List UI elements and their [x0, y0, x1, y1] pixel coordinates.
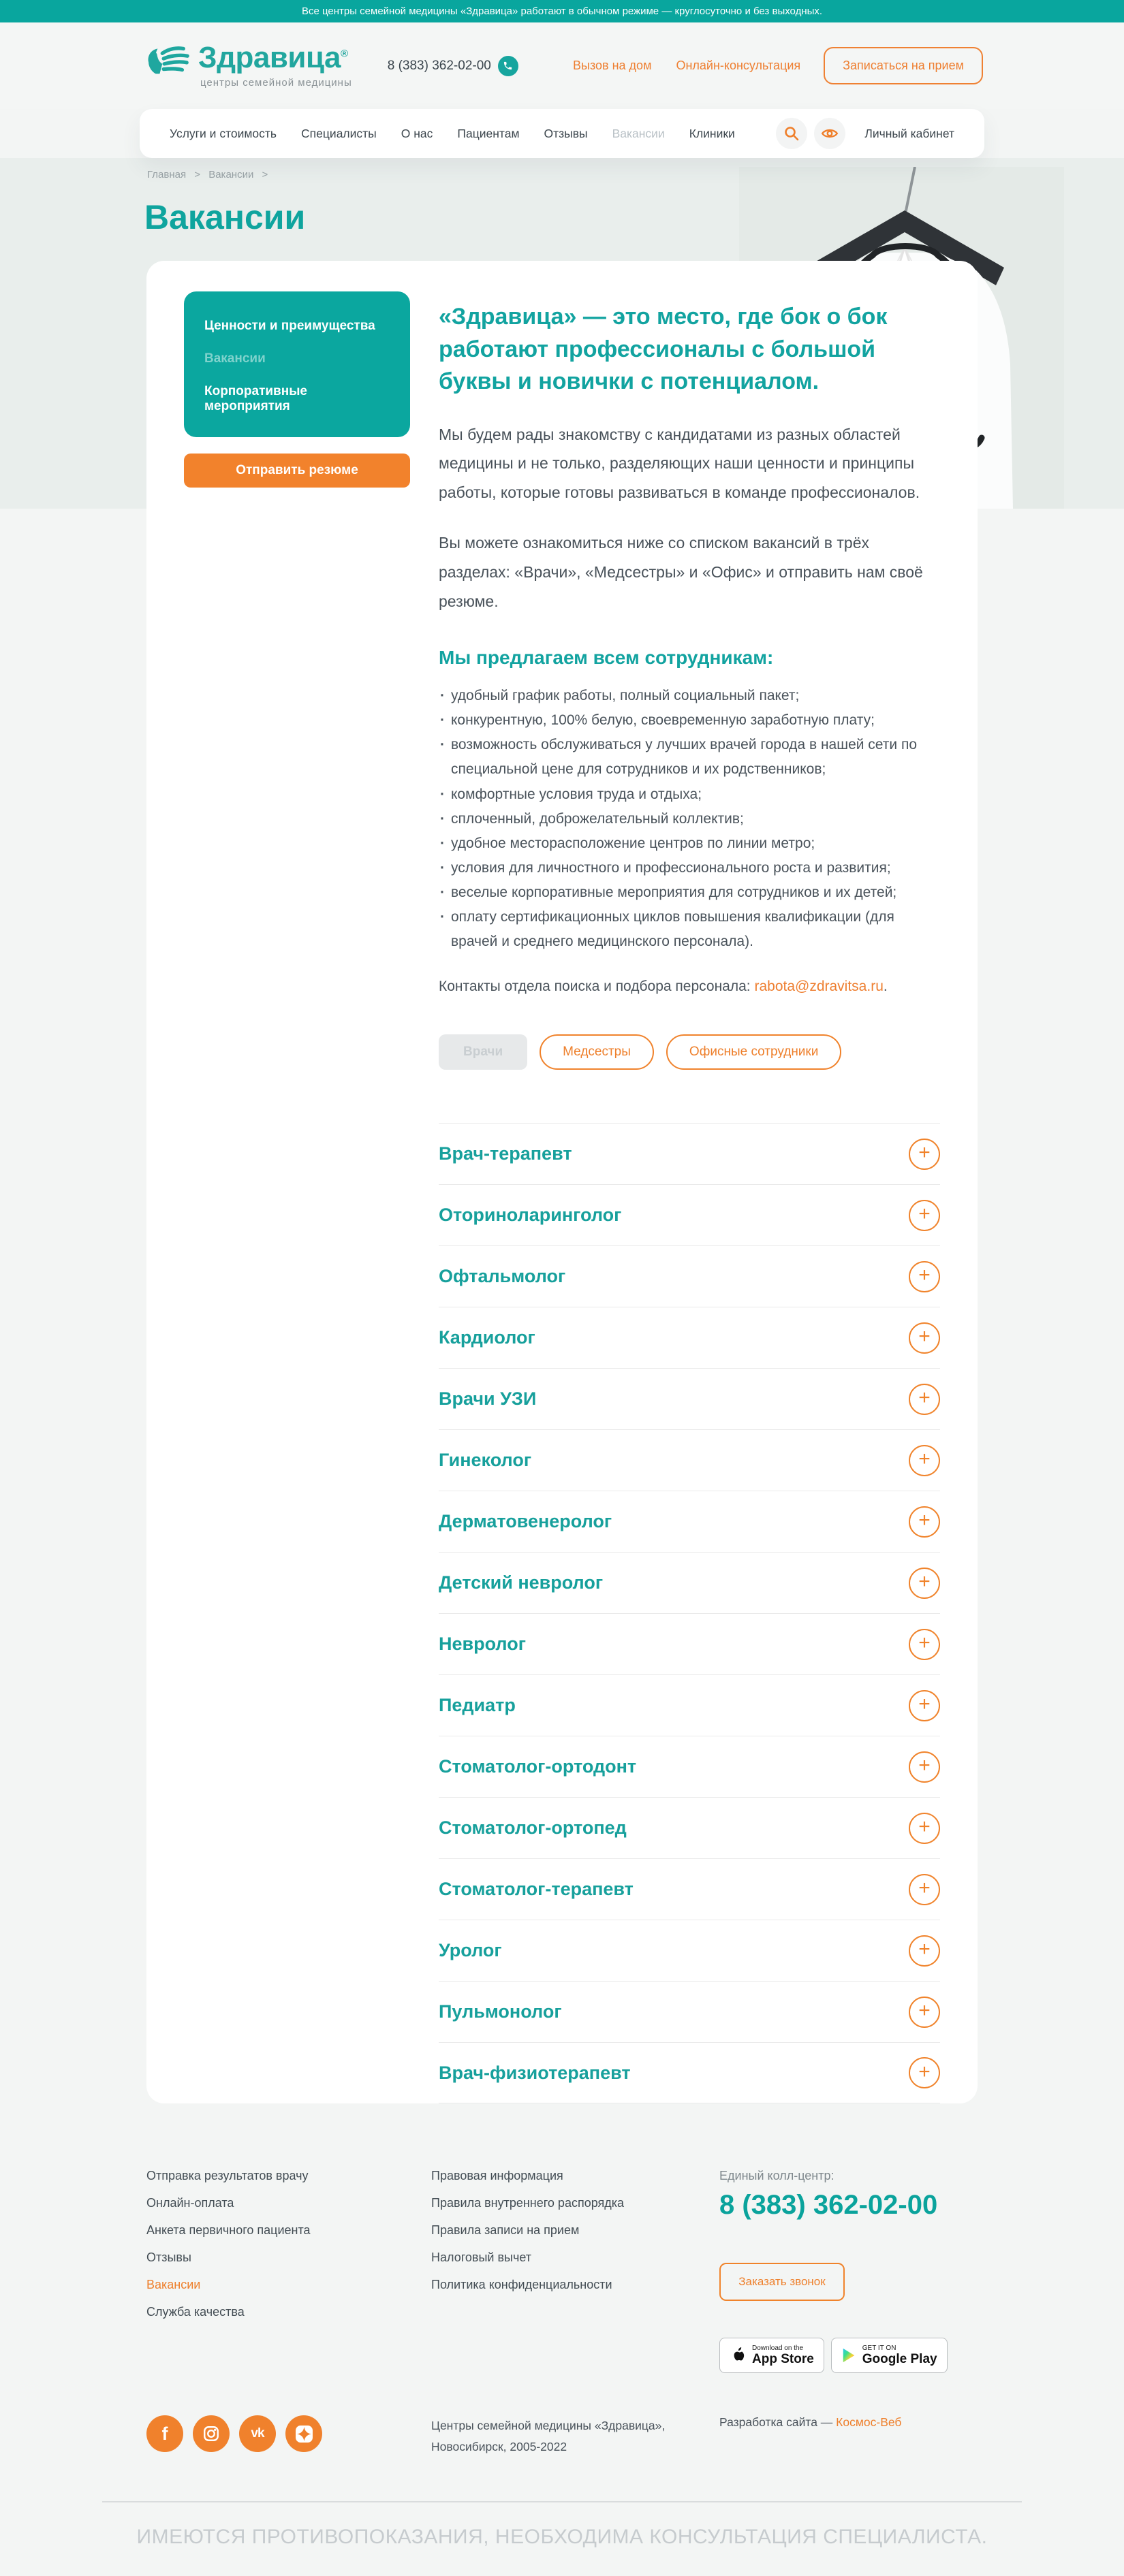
- offers-title: Мы предлагаем всем сотрудникам:: [439, 647, 774, 669]
- page-title: Вакансии: [144, 198, 306, 236]
- content-card: [146, 261, 978, 2103]
- offer-item: · конкурентную, 100% белую, своевременную заработную плату;: [439, 708, 940, 733]
- vacancy-row[interactable]: [439, 1920, 940, 1981]
- logo-hand-icon: [146, 43, 190, 80]
- offer-item: · комфортные условия труда и отдыха;: [439, 782, 940, 807]
- instagram-icon[interactable]: [193, 2415, 230, 2452]
- vacancy-row[interactable]: [439, 1736, 940, 1797]
- plus-icon[interactable]: +: [909, 1261, 940, 1292]
- footer-link-reviews[interactable]: Отзывы: [146, 2251, 191, 2265]
- vacancy-title: Гинеколог: [439, 1450, 532, 1471]
- vacancy-row[interactable]: [439, 1123, 940, 1184]
- vacancy-row[interactable]: [439, 1981, 940, 2042]
- vacancy-row[interactable]: [439, 1491, 940, 1552]
- vacancy-row[interactable]: [439, 1552, 940, 1613]
- social-links: [146, 2415, 431, 2452]
- sidebar: [184, 291, 410, 488]
- request-callback-button[interactable]: Заказать звонок: [719, 2263, 845, 2301]
- app-badges: [719, 2338, 978, 2373]
- sidebar-menu: [184, 291, 410, 437]
- filter-office-staff[interactable]: Офисные сотрудники: [666, 1034, 841, 1070]
- logo[interactable]: [146, 43, 352, 89]
- plus-icon[interactable]: +: [909, 1813, 940, 1844]
- app-store-badge[interactable]: [719, 2338, 824, 2373]
- registered-mark: ®: [341, 48, 348, 60]
- plus-icon[interactable]: +: [909, 1629, 940, 1660]
- vacancy-list: [439, 1123, 940, 2103]
- intro-heading: «Здравица» — это место, где бок о бок работают профессионалы с большой буквы и новички с потенциалом.: [439, 304, 888, 395]
- vacancy-title: Кардиолог: [439, 1327, 535, 1348]
- breadcrumb-home[interactable]: Главная: [147, 169, 187, 180]
- footer: [0, 2103, 1124, 2373]
- vacancy-row[interactable]: [439, 1429, 940, 1491]
- offer-item: · удобное месторасположение центров по линии метро;: [439, 831, 940, 856]
- book-appointment-button[interactable]: Записаться на прием: [824, 47, 983, 84]
- breadcrumb: [147, 169, 273, 180]
- main-content: [439, 291, 940, 2103]
- accessibility-version-button[interactable]: [814, 118, 845, 149]
- vk-icon[interactable]: vk: [239, 2415, 276, 2452]
- call-center-label: Единый колл-центр:: [719, 2169, 834, 2183]
- online-consult-link[interactable]: Онлайн-консультация: [676, 59, 801, 72]
- header-phone-link[interactable]: [388, 56, 518, 76]
- nav-reviews[interactable]: Отзывы: [544, 126, 588, 140]
- plus-icon[interactable]: +: [909, 1322, 940, 1354]
- vacancy-row[interactable]: [439, 2042, 940, 2103]
- offers-list: [439, 684, 940, 954]
- footer-column-patients: [146, 2169, 431, 2373]
- plus-icon[interactable]: +: [909, 1445, 940, 1476]
- disclaimer-text: ИМЕЮТСЯ ПРОТИВОПОКАЗАНИЯ, НЕОБХОДИМА КОНСУЛЬТАЦИЯ СПЕЦИАЛИСТА.: [136, 2525, 988, 2548]
- footer-bottom: [0, 2373, 1124, 2457]
- personal-account-link[interactable]: Личный кабинет: [864, 126, 954, 140]
- hr-contacts: Контакты отдела поиска и подбора персонала: rabota@zdravitsa.ru.: [439, 979, 888, 995]
- vacancy-row[interactable]: [439, 1307, 940, 1368]
- intro-paragraph-2: Вы можете ознакомиться ниже со списком вакансий в трёх разделах: «Врачи», «Медсестры» и «Офис» и отправить нам своё резюме.: [439, 534, 923, 610]
- footer-link-internal-rules[interactable]: Правила внутреннего распорядка: [431, 2196, 625, 2210]
- offer-item: · удобный график работы, полный социальный пакет;: [439, 684, 940, 708]
- main-nav: [140, 109, 984, 158]
- facebook-icon[interactable]: f: [146, 2415, 183, 2452]
- badge-top-text: GET IT ON: [862, 2344, 896, 2352]
- breadcrumb-vacancies[interactable]: Вакансии: [208, 169, 254, 180]
- offer-item: · веселые корпоративные мероприятия для сотрудников и их детей;: [439, 880, 940, 905]
- nav-about[interactable]: О нас: [401, 126, 433, 140]
- vacancy-title: Педиатр: [439, 1695, 516, 1716]
- vacancy-filters: [439, 1034, 940, 1070]
- intro-paragraph-1: Мы будем рады знакомству с кандидатами из разных областей медицины и не только, разделяющих наши ценности и принципы работы, которые готовы развиваться в команде профессионалов.: [439, 425, 920, 501]
- vacancy-row[interactable]: [439, 1368, 940, 1429]
- footer-link-privacy-policy[interactable]: Политика конфиденциальности: [431, 2278, 612, 2292]
- vacancy-title: Оториноларинголог: [439, 1205, 622, 1226]
- send-resume-button[interactable]: Отправить резюме: [184, 454, 410, 488]
- vacancy-title: Врач-физиотерапевт: [439, 2062, 631, 2083]
- nav-specialists[interactable]: Специалисты: [301, 126, 377, 140]
- sidebar-item-corporate-events[interactable]: Корпоративные мероприятия: [204, 384, 307, 413]
- footer-link-send-results[interactable]: Отправка результатов врачу: [146, 2169, 309, 2183]
- footer-link-tax-deduction[interactable]: Налоговый вычет: [431, 2251, 531, 2265]
- footer-link-appointment-rules[interactable]: Правила записи на прием: [431, 2223, 580, 2238]
- plus-icon[interactable]: +: [909, 1200, 940, 1231]
- vacancy-title: Дерматовенеролог: [439, 1511, 612, 1532]
- apple-icon: [730, 2346, 746, 2365]
- plus-icon[interactable]: +: [909, 1751, 940, 1783]
- vacancy-title: Уролог: [439, 1940, 502, 1961]
- search-icon: [783, 125, 800, 142]
- logo-title: Здравица: [198, 41, 341, 74]
- plus-icon[interactable]: +: [909, 2057, 940, 2088]
- sidebar-item-vacancies[interactable]: Вакансии: [204, 351, 266, 366]
- offer-item: · возможность обслуживаться у лучших врачей города в нашей сети по специальной цене для сотрудников и их родственников;: [439, 733, 940, 782]
- vacancy-title: Стоматолог-ортопед: [439, 1817, 627, 1839]
- footer-link-quality-service[interactable]: Служба качества: [146, 2305, 245, 2319]
- vacancy-title: Стоматолог-терапевт: [439, 1879, 634, 1900]
- vacancy-row[interactable]: [439, 1858, 940, 1920]
- developer-link[interactable]: Космос-Веб: [836, 2415, 902, 2430]
- footer-link-vacancies[interactable]: Вакансии: [146, 2278, 201, 2292]
- vacancy-title: Невролог: [439, 1634, 526, 1655]
- search-button[interactable]: [776, 118, 807, 149]
- vacancy-row[interactable]: [439, 1674, 940, 1736]
- google-play-icon: [841, 2347, 856, 2364]
- nav-vacancies[interactable]: Вакансии: [612, 126, 665, 140]
- phone-icon: [498, 56, 518, 76]
- filter-doctors[interactable]: Врачи: [439, 1034, 527, 1070]
- plus-icon[interactable]: +: [909, 1874, 940, 1905]
- badge-bottom-text: Google Play: [862, 2352, 937, 2367]
- breadcrumb-separator: >: [194, 169, 201, 180]
- vacancy-title: Стоматолог-ортодонт: [439, 1756, 637, 1777]
- google-play-badge[interactable]: [831, 2338, 948, 2373]
- zen-icon[interactable]: [285, 2415, 322, 2452]
- eye-icon: [821, 125, 839, 142]
- vacancy-row[interactable]: [439, 1613, 940, 1674]
- offer-item: · условия для личностного и профессионального роста и развития;: [439, 856, 940, 880]
- offer-item: · сплоченный, доброжелательный коллектив;: [439, 807, 940, 831]
- hr-email-link[interactable]: rabota@zdravitsa.ru: [754, 979, 884, 995]
- header: [0, 22, 1124, 109]
- badge-top-text: Download on the: [752, 2344, 804, 2352]
- footer-link-primary-questionnaire[interactable]: Анкета первичного пациента: [146, 2223, 311, 2238]
- company-address: Центры семейной медицины «Здравица», Новосибирск, 2005-2022: [431, 2419, 666, 2453]
- developer-credit: Разработка сайта — Космос-Веб: [719, 2415, 902, 2430]
- filter-nurses[interactable]: Медсестры: [540, 1034, 654, 1070]
- logo-tagline: центры семейной медицины: [200, 77, 352, 89]
- footer-link-legal-info[interactable]: Правовая информация: [431, 2169, 563, 2183]
- plus-icon[interactable]: +: [909, 1997, 940, 2028]
- vacancy-row[interactable]: [439, 1797, 940, 1858]
- vacancy-row[interactable]: [439, 1184, 940, 1245]
- vacancy-title: Врач-терапевт: [439, 1143, 572, 1164]
- footer-column-contacts: [719, 2169, 978, 2373]
- plus-icon[interactable]: +: [909, 1690, 940, 1721]
- breadcrumb-separator: >: [262, 169, 268, 180]
- badge-bottom-text: App Store: [752, 2352, 814, 2367]
- footer-phone[interactable]: 8 (383) 362-02-00: [719, 2190, 938, 2221]
- vacancy-title: Пульмонолог: [439, 2001, 562, 2022]
- footer-column-legal: [431, 2169, 719, 2373]
- plus-icon[interactable]: +: [909, 1568, 940, 1599]
- header-phone-number: 8 (383) 362-02-00: [387, 58, 491, 73]
- plus-icon[interactable]: +: [909, 1935, 940, 1967]
- vacancy-title: Детский невролог: [439, 1572, 604, 1593]
- vacancy-title: Врачи УЗИ: [439, 1388, 537, 1410]
- home-visit-link[interactable]: Вызов на дом: [573, 59, 652, 72]
- plus-icon[interactable]: +: [909, 1506, 940, 1538]
- offer-item: · оплату сертификационных циклов повышения квалификации (для врачей и среднего медицинского персонала).: [439, 905, 940, 954]
- plus-icon[interactable]: +: [909, 1384, 940, 1415]
- notification-banner: Все центры семейной медицины «Здравица» работают в обычном режиме — круглосуточно и без выходных.: [0, 0, 1124, 22]
- plus-icon[interactable]: +: [909, 1139, 940, 1170]
- nav-clinics[interactable]: Клиники: [689, 126, 735, 140]
- vacancy-row[interactable]: [439, 1245, 940, 1307]
- nav-patients[interactable]: Пациентам: [457, 126, 520, 140]
- footer-link-online-payment[interactable]: Онлайн-оплата: [146, 2196, 234, 2210]
- nav-services[interactable]: Услуги и стоимость: [170, 126, 277, 140]
- vacancy-title: Офтальмолог: [439, 1266, 566, 1287]
- sidebar-item-values[interactable]: Ценности и преимущества: [204, 319, 375, 333]
